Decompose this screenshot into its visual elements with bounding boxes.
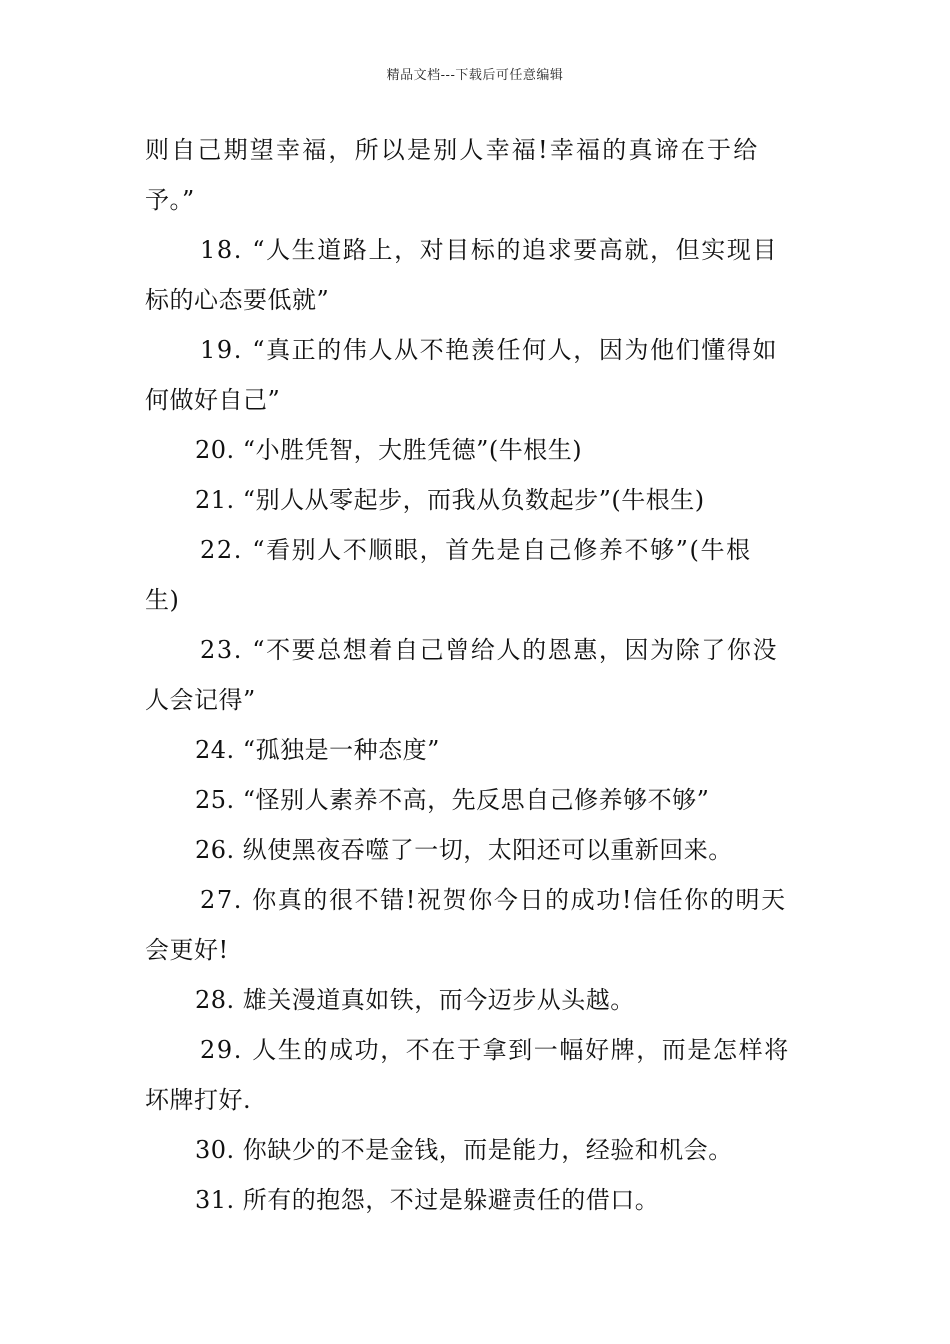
quote-28: 28. 雄关漫道真如铁，而今迈步从头越。 [195, 986, 635, 1014]
quote-22: 22. “看别人不顺眼，首先是自己修养不够”(牛根 [200, 536, 752, 564]
document-body [145, 125, 815, 1225]
quote-25: 25. “怪别人素养不高，先反思自己修养够不够” [195, 786, 710, 814]
text-line: 坏牌打好. [145, 1086, 252, 1114]
quote-20: 20. “小胜凭智，大胜凭德”(牛根生) [195, 436, 583, 464]
text-line: 何做好自己” [145, 386, 281, 414]
text-line: 予。” [145, 186, 195, 214]
text-line: 标的心态要低就” [145, 286, 330, 314]
quote-21: 21. “别人从零起步，而我从负数起步”(牛根生) [195, 486, 705, 514]
quote-18: 18. “人生道路上，对目标的追求要高就，但实现目 [200, 236, 779, 264]
quote-27: 27. 你真的很不错!祝贺你今日的成功!信任你的明天 [200, 886, 787, 914]
quote-24: 24. “孤独是一种态度” [195, 736, 440, 764]
quote-30: 30. 你缺少的不是金钱，而是能力，经验和机会。 [195, 1136, 733, 1164]
quote-23: 23. “不要总想着自己曾给人的恩惠，因为除了你没 [200, 636, 779, 664]
page-header: 精品文档---下载后可任意编辑 [386, 68, 564, 83]
text-line: 则自己期望幸福，所以是别人幸福!幸福的真谛在于给 [145, 136, 760, 164]
text-line: 人会记得” [145, 686, 256, 714]
quote-29: 29. 人生的成功，不在于拿到一幅好牌，而是怎样将 [200, 1036, 790, 1064]
text-line: 生) [145, 586, 180, 614]
quote-19: 19. “真正的伟人从不艳羡任何人，因为他们懂得如 [200, 336, 779, 364]
text-line: 会更好! [145, 936, 229, 964]
quote-31: 31. 所有的抱怨，不过是躲避责任的借口。 [195, 1186, 660, 1214]
quote-26: 26. 纵使黑夜吞噬了一切，太阳还可以重新回来。 [195, 836, 733, 864]
